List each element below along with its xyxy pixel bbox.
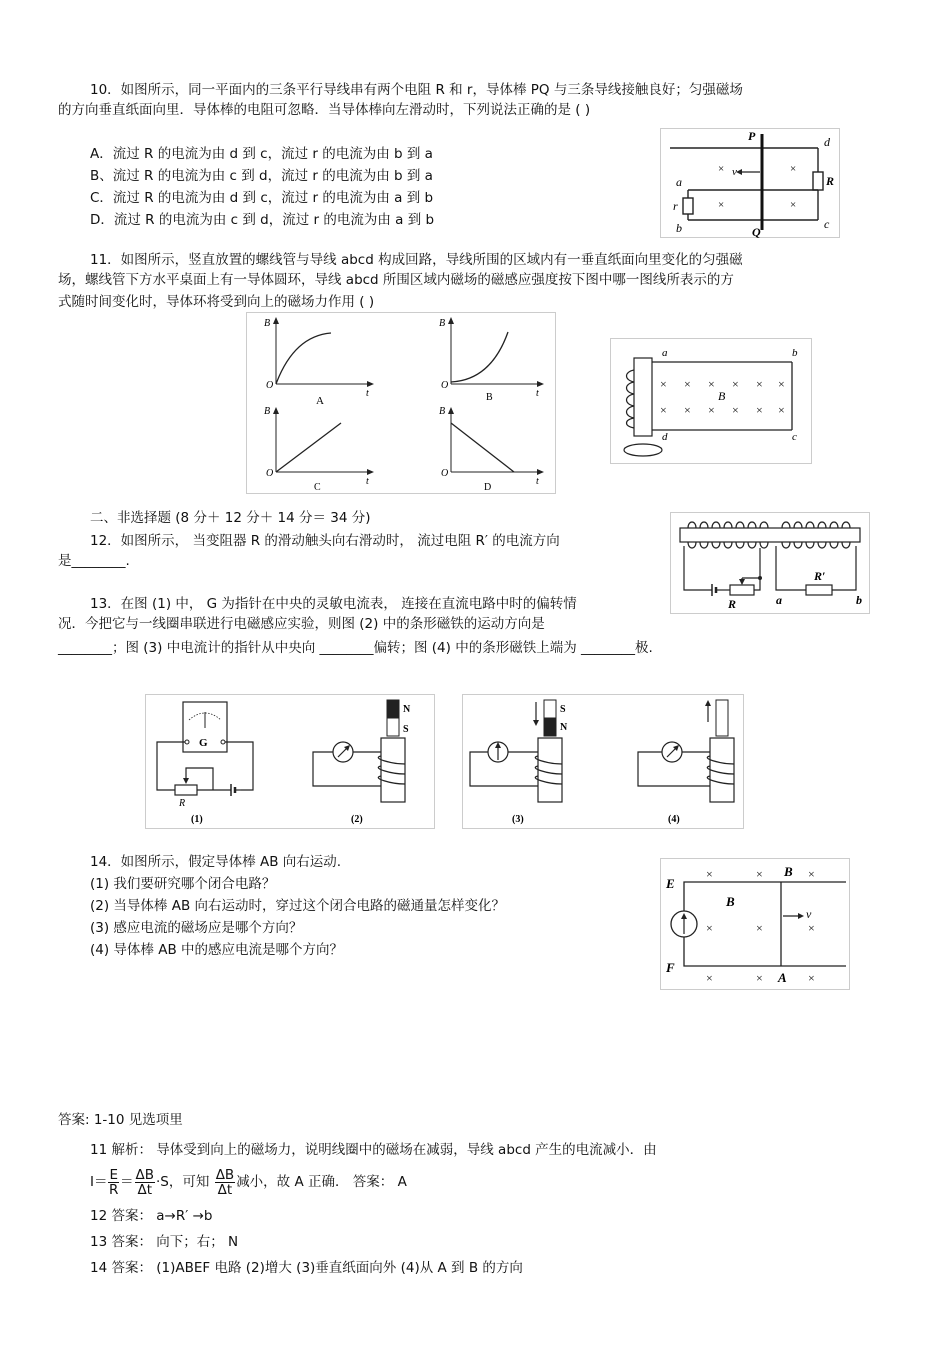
q14-item-2: (2) 当导体棒 AB 向右运动时，穿过这个闭合电路的磁通量怎样变化？ xyxy=(90,898,505,914)
svg-text:R′: R′ xyxy=(814,569,826,583)
svg-text:t: t xyxy=(366,476,369,487)
svg-text:×: × xyxy=(708,377,715,391)
svg-text:B: B xyxy=(264,318,271,329)
svg-text:P: P xyxy=(748,129,756,143)
q10-line1: 10．如图所示，同一平面内的三条平行导线串有两个电阻 R 和 r，导体棒 PQ 与三条导线接触良好；匀强磁场 xyxy=(90,82,743,98)
svg-text:×: × xyxy=(756,971,763,985)
q14-item-1: (1) 我们要研究哪个闭合电路？ xyxy=(90,876,276,892)
graph-a xyxy=(264,317,374,407)
svg-text:N: N xyxy=(403,704,411,715)
q14-item-4: (4) 导体棒 AB 中的感应电流是哪个方向？ xyxy=(90,942,343,958)
q13-line3: ________；图 (3) 中电流计的指针从中央向 ________偏转；图 (4) 中的条形磁铁上端为 ________极. xyxy=(58,640,653,656)
q10-option-a: A．流过 R 的电流为由 d 到 c，流过 r 的电流为由 b 到 a xyxy=(90,146,433,162)
svg-text:B: B xyxy=(264,406,271,417)
answer-11-line1: 11 解析： 导体受到向上的磁场力，说明线圈中的磁场在减弱，导线 abcd 产生的电流减小．由 xyxy=(90,1142,657,1158)
svg-text:a: a xyxy=(676,175,682,189)
svg-text:c: c xyxy=(824,217,830,231)
q13-line1: 13．在图 (1) 中， G 为指针在中央的灵敏电流表， 连接在直流电路中时的偏转情 xyxy=(90,596,577,612)
svg-text:G: G xyxy=(199,737,208,749)
svg-text:×: × xyxy=(756,377,763,391)
answer-12: 12 答案： a→R′ →b xyxy=(90,1208,213,1224)
q12-line2: 是________. xyxy=(58,553,130,569)
svg-text:×: × xyxy=(756,403,763,417)
svg-text:×: × xyxy=(778,377,785,391)
svg-text:B: B xyxy=(784,864,793,879)
q11-solenoid-figure xyxy=(610,338,812,464)
q14-figure xyxy=(660,858,850,990)
q10-figure xyxy=(660,128,840,238)
svg-text:S: S xyxy=(403,724,409,735)
svg-text:A: A xyxy=(778,970,787,985)
answers-heading: 答案: 1-10 见选项里 xyxy=(58,1112,183,1128)
svg-text:d: d xyxy=(662,431,668,443)
svg-text:C: C xyxy=(314,482,321,493)
svg-text:d: d xyxy=(824,135,830,149)
graph-d xyxy=(439,406,544,493)
svg-text:B: B xyxy=(439,406,446,417)
svg-text:R: R xyxy=(179,798,186,809)
svg-text:×: × xyxy=(778,403,785,417)
svg-text:(1): (1) xyxy=(191,814,203,825)
q12-line1: 12．如图所示， 当变阻器 R 的滑动触头向右滑动时， 流过电阻 R′ 的电流方向 xyxy=(90,533,560,549)
svg-text:×: × xyxy=(706,921,713,935)
svg-text:×: × xyxy=(684,377,691,391)
svg-text:O: O xyxy=(266,468,274,479)
graph-b xyxy=(439,317,544,403)
q13-line2: 况．今把它与一线圈串联进行电磁感应实验，则图 (2) 中的条形磁铁的运动方向是 xyxy=(58,616,545,632)
svg-text:(2): (2) xyxy=(351,814,363,825)
svg-text:(4): (4) xyxy=(668,814,680,825)
svg-text:×: × xyxy=(706,867,713,881)
svg-text:(3): (3) xyxy=(512,814,524,825)
svg-text:×: × xyxy=(684,403,691,417)
svg-text:b: b xyxy=(792,347,798,359)
svg-text:×: × xyxy=(718,163,725,175)
graph-c xyxy=(264,406,374,493)
svg-text:×: × xyxy=(790,199,797,211)
q11-line1: 11．如图所示，竖直放置的螺线管与导线 abcd 构成回路，导线所围的区域内有一垂直纸面向里变化的匀强磁 xyxy=(90,252,743,268)
svg-text:B: B xyxy=(718,389,726,403)
svg-text:×: × xyxy=(756,867,763,881)
svg-text:×: × xyxy=(790,163,797,175)
q13-figure-1-2 xyxy=(145,694,435,829)
q10-option-b: B、流过 R 的电流为由 c 到 d，流过 r 的电流为由 b 到 a xyxy=(90,168,433,184)
svg-text:S: S xyxy=(560,704,566,715)
svg-text:A: A xyxy=(316,395,324,407)
svg-text:b: b xyxy=(856,593,862,607)
svg-text:E: E xyxy=(666,876,675,891)
q11-line3: 式随时间变化时，导体环将受到向上的磁场力作用 ( ) xyxy=(58,294,375,310)
svg-text:B: B xyxy=(439,318,446,329)
answer-14: 14 答案： (1)ABEF 电路 (2)增大 (3)垂直纸面向外 (4)从 A 到 B 的方向 xyxy=(90,1260,523,1276)
svg-text:×: × xyxy=(706,971,713,985)
svg-text:O: O xyxy=(441,468,449,479)
q11-line2: 场，螺线管下方水平桌面上有一导体圆环，导线 abcd 所围区域内磁场的磁感应强度按下图中哪一图线所表示的方 xyxy=(58,272,734,288)
svg-text:a: a xyxy=(662,347,668,359)
svg-text:×: × xyxy=(660,403,667,417)
svg-text:t: t xyxy=(536,476,539,487)
answer-13: 13 答案： 向下；右； N xyxy=(90,1234,239,1250)
svg-text:N: N xyxy=(560,722,568,733)
svg-text:O: O xyxy=(266,380,274,391)
svg-text:×: × xyxy=(660,377,667,391)
svg-text:Q: Q xyxy=(752,225,761,238)
svg-text:R: R xyxy=(728,597,737,611)
q14-line1: 14．如图所示，假定导体棒 AB 向右运动. xyxy=(90,854,342,870)
section2-heading: 二、非选择题 (8 分＋ 12 分＋ 14 分＝ 34 分) xyxy=(90,510,371,526)
svg-text:×: × xyxy=(808,921,815,935)
svg-text:a: a xyxy=(776,593,782,607)
q10-line2: 的方向垂直纸面向里．导体棒的电阻可忽略．当导体棒向左滑动时，下列说法正确的是 ( ) xyxy=(58,102,591,118)
svg-text:b: b xyxy=(676,221,682,235)
svg-text:B: B xyxy=(486,392,493,403)
svg-text:×: × xyxy=(732,377,739,391)
svg-text:v: v xyxy=(732,166,737,178)
svg-text:v: v xyxy=(806,907,812,921)
q12-figure xyxy=(670,512,870,614)
svg-text:×: × xyxy=(718,199,725,211)
q10-option-d: D．流过 R 的电流为由 c 到 d，流过 r 的电流为由 a 到 b xyxy=(90,212,435,228)
svg-text:F: F xyxy=(666,960,675,975)
q14-item-3: (3) 感应电流的磁场应是哪个方向？ xyxy=(90,920,303,936)
svg-text:D: D xyxy=(484,482,492,493)
svg-text:B: B xyxy=(726,894,735,909)
svg-text:r: r xyxy=(673,199,678,213)
svg-text:R: R xyxy=(826,174,835,188)
svg-text:O: O xyxy=(441,380,449,391)
svg-text:t: t xyxy=(366,388,369,399)
svg-text:×: × xyxy=(708,403,715,417)
svg-text:×: × xyxy=(808,867,815,881)
q10-option-c: C．流过 R 的电流为由 d 到 c，流过 r 的电流为由 a 到 b xyxy=(90,190,434,206)
svg-text:t: t xyxy=(536,388,539,399)
q11-graphs-figure xyxy=(246,312,556,494)
svg-text:×: × xyxy=(732,403,739,417)
svg-text:×: × xyxy=(756,921,763,935)
svg-text:c: c xyxy=(792,431,797,443)
answer-11-formula: I＝ $\frac{E}{R}$ ＝ $\frac{\Delta B}{\Delta t}$ ·S，可知 $\frac{\Delta B}{\Delta t}$ 减小，故 A 正确． 答案： A xyxy=(90,1166,407,1198)
svg-text:×: × xyxy=(808,971,815,985)
q13-figure-3-4 xyxy=(462,694,744,829)
